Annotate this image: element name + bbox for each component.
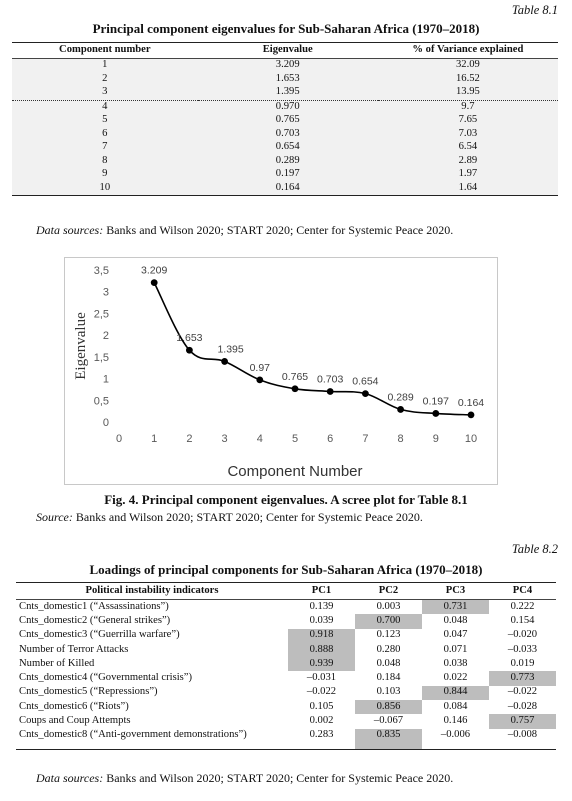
eigenvalue-cell: 3.209 [198,59,378,73]
loading-cell: 0.154 [510,614,535,626]
loading-cell: 0.222 [510,600,535,612]
data-point [362,390,369,397]
eigenvalue-cell: 1.653 [198,73,378,87]
x-axis-title: Component Number [227,463,363,480]
y-tick-label: 3 [102,286,109,299]
table-title: Loadings of principal components for Sub-Saharan Africa (1970–2018) [89,562,483,577]
loading-cell: –0.067 [373,715,404,727]
loading-cell: –0.028 [507,700,538,712]
table-bottom-cell [288,743,355,750]
table-row [16,671,556,685]
loading-cell: –0.006 [440,729,471,741]
eigenvalue-cell: 0.289 [198,155,378,169]
table-row [16,700,556,714]
table-bottom-cell [422,743,489,750]
loading-cell-highlighted: 0.835 [355,729,422,743]
data-label: 0.654 [352,375,379,388]
loading-cell-highlighted: 0.918 [288,629,355,643]
table-header-row [12,43,558,59]
eigenvalue-cell: 0.703 [198,128,378,142]
eigenvalue-cell: 0.654 [198,141,378,155]
variance-cell: 7.65 [378,114,558,128]
component-number-cell: 10 [12,182,198,196]
component-number-cell: 2 [12,73,198,87]
loading-cell: –0.033 [507,643,538,655]
y-tick-label: 3,5 [93,265,109,277]
loading-cell: –0.008 [507,729,538,741]
table-number-label: Table 8.2 [511,542,558,556]
eigenvalue-cell: 0.197 [198,168,378,182]
loading-cell: 0.139 [309,600,334,612]
loading-cell: 0.022 [443,672,468,684]
indicator-name-cell: Cnts_domestic6 (“Riots”) [19,700,129,712]
loading-cell: 0.002 [309,715,334,727]
table-row [12,155,558,169]
x-tick-label: 3 [221,433,228,445]
table-row [16,643,556,657]
loading-cell-highlighted: 0.844 [422,686,489,700]
data-point [221,358,228,365]
variance-cell: 1.97 [378,168,558,182]
table-row [12,73,558,87]
table-title: Principal component eigenvalues for Sub-Saharan Africa (1970–2018) [92,21,480,36]
indicator-name-cell: Cnts_domestic3 (“Guerrilla warfare”) [19,629,180,641]
eigenvalue-cell: 0.970 [198,100,378,114]
table-row [12,141,558,155]
indicator-name-cell: Number of Terror Attacks [19,643,129,655]
indicator-name-cell: Cnts_domestic2 (“General strikes”) [19,614,171,626]
x-tick-label: 5 [291,433,299,445]
x-tick-label: 9 [432,433,439,445]
table-bottom-cell [489,743,556,750]
table-row [16,686,556,700]
table-row [12,128,558,142]
component-number-cell: 5 [12,114,198,128]
eigenvalue-cell: 0.164 [198,182,378,196]
data-label: 1.653 [176,332,203,345]
loading-cell: 0.048 [376,657,401,669]
loading-cell: 0.184 [376,672,401,684]
loading-cell: –0.022 [507,686,538,698]
table-row [16,614,556,628]
variance-cell: 2.89 [378,155,558,169]
column-header: Political instability indicators [16,583,288,600]
component-number-cell: 6 [12,128,198,142]
column-header: % of Variance explained [378,43,558,59]
indicator-name-cell: Coups and Coup Attempts [19,715,131,727]
data-label: 0.164 [457,396,485,409]
data-label: 0.289 [387,391,414,404]
component-number-cell: 1 [12,59,198,73]
data-label: 0.197 [422,395,449,408]
indicator-name-cell: Cnts_domestic4 (“Governmental crisis”) [19,672,192,684]
data-label: 3.209 [141,264,168,277]
column-header: Eigenvalue [198,43,378,59]
loading-cell: 0.003 [376,600,401,612]
indicator-name-cell: Cnts_domestic5 (“Repressions”) [19,686,158,698]
data-point [256,376,263,383]
x-tick-label: 8 [397,433,404,445]
table-row [12,100,558,114]
x-tick-label: 6 [327,433,334,445]
loading-cell: 0.123 [376,629,401,641]
scree-plot-svg [65,258,497,484]
loading-cell: 0.084 [443,700,468,712]
table-row [16,629,556,643]
table-row [16,600,556,615]
loading-cell-highlighted: 0.939 [288,657,355,671]
data-sources-note [36,223,453,238]
table-bottom-cell [16,743,288,750]
x-tick-label: 4 [256,433,263,445]
table-number-label: Table 8.1 [511,3,558,17]
source-label: Data sources: [36,223,104,237]
scree-plot [64,257,498,485]
source-label: Data sources: [36,771,104,785]
table-row [12,182,558,196]
loading-cell-highlighted: 0.888 [288,643,355,657]
loading-cell-highlighted: 0.700 [355,614,422,628]
component-number-cell: 7 [12,141,198,155]
loading-cell: –0.022 [306,686,337,698]
data-point [468,411,475,418]
eigenvalue-cell: 1.395 [198,86,378,100]
variance-cell: 9.7 [378,100,558,114]
x-tick-label: 1 [151,433,158,445]
y-tick-label: 1,5 [93,351,109,364]
table-row [12,168,558,182]
y-tick-label: 2,5 [93,308,109,321]
loading-cell: 0.048 [443,614,468,626]
loading-cell: 0.039 [309,614,334,626]
data-point [432,410,439,417]
loading-cell: 0.280 [376,643,401,655]
table-bottom-cell [355,743,422,750]
table-row [12,86,558,100]
component-number-cell: 3 [12,86,198,100]
source-label: Source: [36,510,73,524]
variance-cell: 1.64 [378,182,558,196]
column-header: PC1 [288,583,355,600]
variance-cell: 13.95 [378,86,558,100]
loading-cell-highlighted: 0.856 [355,700,422,714]
y-tick-label: 0,5 [93,395,109,408]
indicator-name-cell: Cnts_domestic8 (“Anti-government demonstrations”) [19,729,247,741]
x-tick-label: 7 [362,433,369,445]
data-sources-note [36,771,453,786]
loading-cell-highlighted: 0.757 [489,714,556,728]
loading-cell-highlighted: 0.773 [489,671,556,685]
component-number-cell: 8 [12,155,198,169]
data-label: 0.703 [317,373,344,386]
data-point [292,385,299,392]
variance-cell: 6.54 [378,141,558,155]
data-point [151,279,158,286]
indicator-name-cell: Number of Killed [19,657,95,669]
y-tick-label: 2 [102,330,109,343]
table-row [12,59,558,73]
data-label: 1.395 [217,343,244,356]
variance-cell: 16.52 [378,73,558,87]
loading-cell-highlighted: 0.731 [422,600,489,615]
indicator-name-cell: Cnts_domestic1 (“Assassinations”) [19,600,169,612]
table-header-row [16,583,556,600]
loading-cell: 0.103 [376,686,401,698]
loadings-table [16,582,556,750]
variance-cell: 7.03 [378,128,558,142]
loading-cell: 0.105 [309,700,334,712]
loading-cell: 0.146 [443,715,468,727]
x-tick-label: 0 [115,433,123,445]
figure-caption: Fig. 4. Principal component eigenvalues. A scree plot for Table 8.1 [104,492,468,507]
component-number-cell: 9 [12,168,198,182]
loading-cell: –0.031 [306,672,337,684]
loading-cell: 0.047 [443,629,468,641]
loading-cell: 0.283 [309,729,334,741]
x-tick-label: 10 [464,433,478,445]
source-text: Banks and Wilson 2020; START 2020; Center for Systemic Peace 2020. [103,223,454,237]
column-header: PC4 [489,583,556,600]
data-point [397,406,404,413]
column-header: PC3 [422,583,489,600]
eigenvalue-cell: 0.765 [198,114,378,128]
data-point [186,347,193,354]
figure-source-note [36,510,423,525]
table-row [16,657,556,671]
data-point [327,388,334,395]
table-row [12,114,558,128]
source-text: Banks and Wilson 2020; START 2020; Center for Systemic Peace 2020. [72,510,423,524]
y-tick-label: 0 [102,417,109,429]
data-label: 0.97 [249,361,271,374]
variance-cell: 32.09 [378,59,558,73]
table-row [16,714,556,728]
y-tick-label: 1 [102,373,109,386]
loading-cell: 0.071 [443,643,468,655]
table-bottom-rule [16,743,556,750]
source-text: Banks and Wilson 2020; START 2020; Center for Systemic Peace 2020. [103,771,454,785]
eigenvalue-table [12,42,558,196]
data-label: 0.765 [281,370,309,383]
column-header: PC2 [355,583,422,600]
loading-cell: 0.019 [510,657,535,669]
loading-cell: 0.038 [443,657,468,669]
table-row [16,729,556,743]
column-header: Component number [12,43,198,59]
x-tick-label: 2 [186,433,193,445]
y-axis-title: Eigenvalue [73,312,89,380]
loading-cell: –0.020 [507,629,538,641]
component-number-cell: 4 [12,100,198,114]
